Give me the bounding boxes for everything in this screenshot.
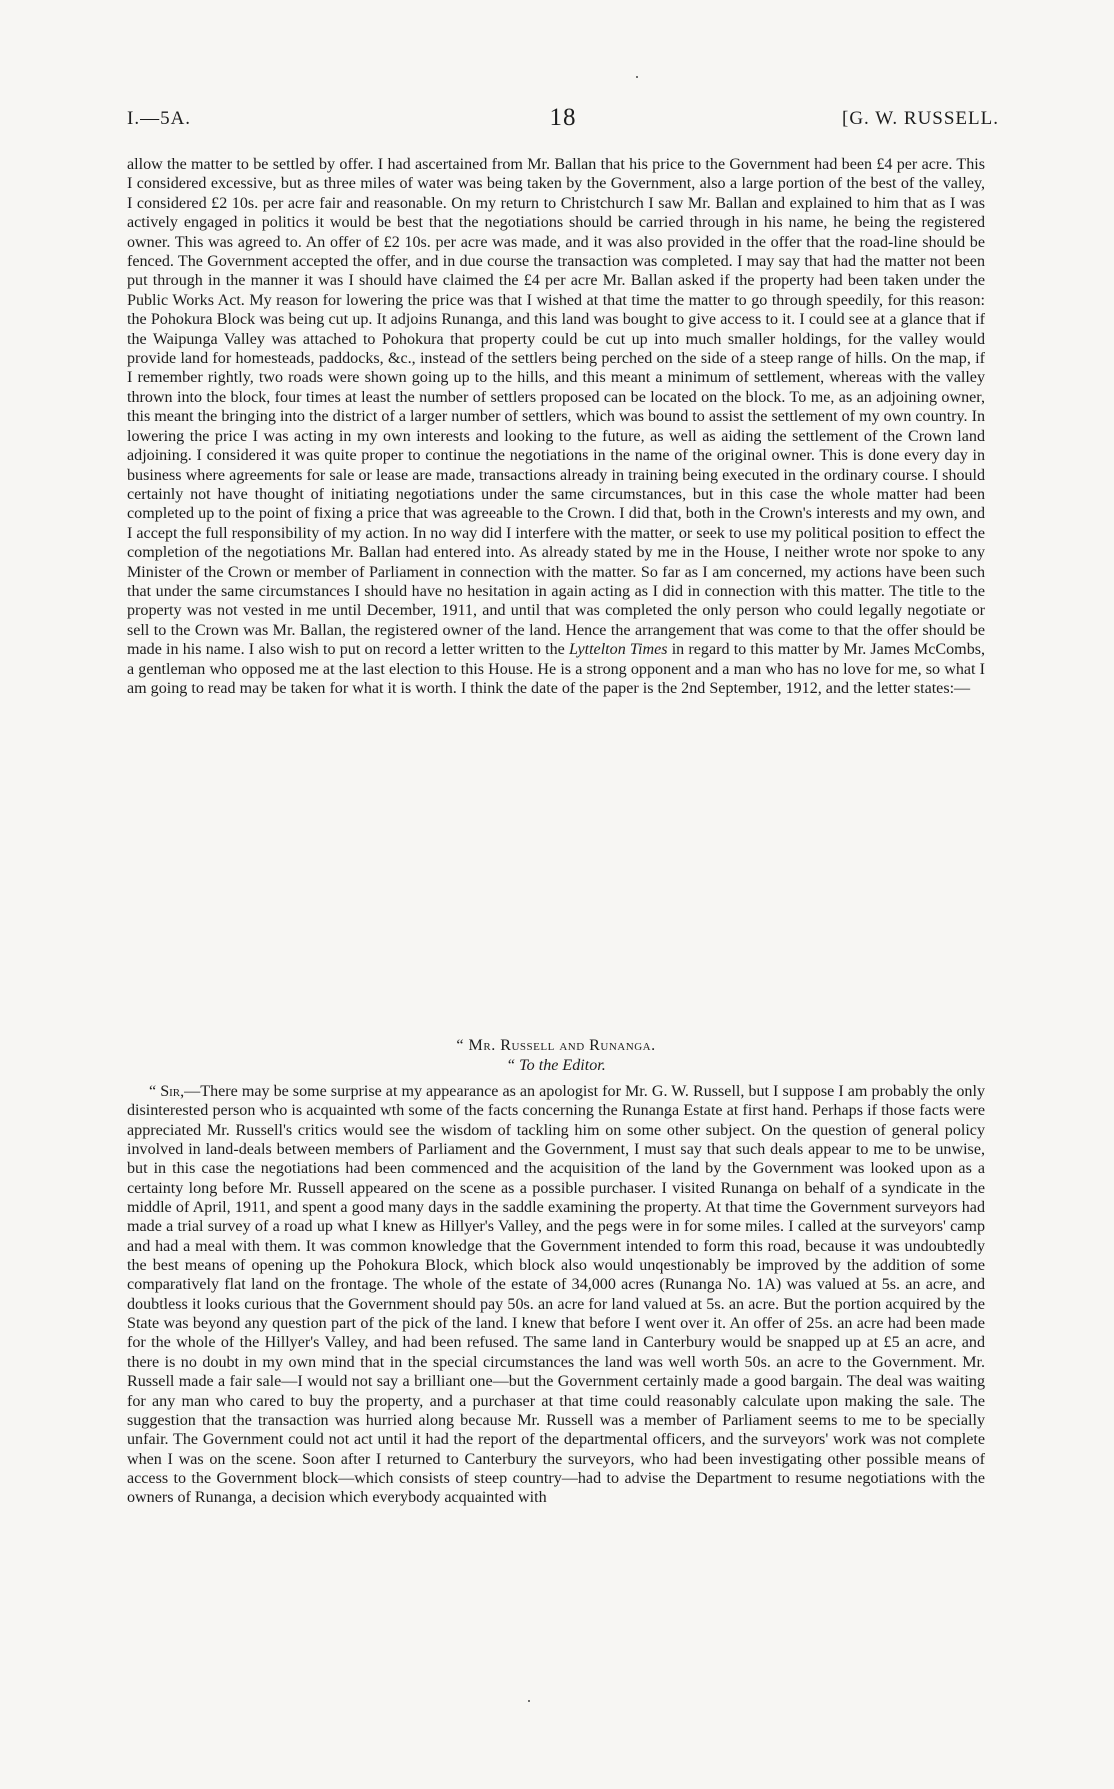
- page-header: [127, 100, 999, 140]
- letter-subtitle: “ To the Editor.: [506, 1057, 606, 1074]
- scan-speck: [636, 76, 638, 78]
- main-text: [127, 155, 985, 698]
- paper-reference: I.—5A.: [127, 108, 192, 129]
- letter-heading: [127, 1036, 985, 1076]
- letter-title: “ Mr. Russell and Runanga.: [456, 1037, 656, 1054]
- salutation: Sir,: [160, 1083, 185, 1100]
- newspaper-name: Lyttelton Times: [569, 641, 668, 659]
- paragraph: [127, 155, 985, 698]
- speaker-reference: [G. W. RUSSELL.: [842, 108, 999, 129]
- paragraph-text: allow the matter to be settled by offer. I had ascertained from Mr. Ballan that his price to the Government had been £4 per acre. This I considered excessive, but as three miles of water was being taken by the Government, also a large portion of the best of the valley, I considered £2 10s. per acre fair and reasonable. On my return to Christchurch I saw Mr. Ballan and explained to him that as I was actively engaged in politics it would be best that the negotiations should be carried through in his name, he being the registered owner. This was agreed to. An offer of £2 10s. per acre was made, and it was also provided in the offer that the road-line should be fenced. The Government accepted the offer, and in due course the transaction was completed. I may say that had the matter not been put through in the manner it was I should have claimed the £4 per acre Mr. Ballan asked if the property had been taken under the Public Works Act. My reason for lowering the price was that I wished at that time the matter to go through speedily, for this reason: the Pohokura Block was being cut up. It adjoins Runanga, and this land was bought to give access to it. I could see at a glance that if the Waipunga Valley was attached to Pohokura that property could be cut up into much smaller holdings, for the valley would provide land for homesteads, paddocks, &c., instead of the settlers being perched on the side of a steep range of hills. On the map, if I remember rightly, two roads were shown going up to the hills, and this meant a minimum of settlement, whereas with the valley thrown into the block, four times at least the number of settlers proposed can be located on the block. To me, as an adjoining owner, this meant the bringing into the district of a larger number of settlers, which was bound to assist the settlement of my own country. In lowering the price I was acting in my own interests and looking to the future, as well as aiding the settlement of the Crown land adjoining. I considered it was quite proper to continue the negotiations in the name of the original owner. This is done every day in business where agreements for sale or lease are made, transactions already in training being executed in the ordinary course. I should certainly not have thought of initiating negotiations under the same circumstances, but in this case the whole matter had been completed up to the point of fixing a price that was agreeable to the Crown. I did that, both in the Crown's interests and my own, and I accept the full responsibility of my action. In no way did I interfere with the matter, or seek to use my political position to effect the completion of the negotiations Mr. Ballan had entered into. As already stated by me in the House, I neither wrote nor spoke to any Minister of the Crown or member of Parliament in connection with the matter. So far as I am concerned, my actions have been such that under the same circumstances I should have no hesitation in again acting as I did in connection with this matter. The title to the property was not vested in me until December, 1911, and until that was completed the only person who could legally negotiate or sell to the Crown was Mr. Ballan, the registered owner of the land. Hence the arrangement that was come to that the offer should be made in his name. I also wish to put on record a letter written to the: [127, 156, 985, 659]
- page-number: 18: [549, 104, 577, 131]
- scan-speck: [528, 1700, 530, 1702]
- letter-paragraph: “ Sir,—There may be some surprise at my appearance as an apologist for Mr. G. W. Russell, but I suppose I am probably the only disinterested person who is acquainted wth some of the facts concerning the Runanga Estate at first hand. Perhaps if those facts were appreciated Mr. Russell's critics would see the wisdom of tackling him on some other subject. On the question of general policy involved in land-deals between members of Parliament and the Government, I must say that such deals appear to me to be unwise, but in this case the negotiations had been commenced and the acquisition of the land by the Government was looked upon as a certainty long before Mr. Russell appeared on the scene as a possible purchaser. I visited Runanga on behalf of a syndicate in the middle of April, 1911, and spent a good many days in the saddle examining the property. At that time the Government surveyors had made a trial survey of a road up what I knew as Hillyer's Valley, and the pegs were in for some miles. I called at the surveyors' camp and had a meal with them. It was common knowledge that the Government intended to form this road, because it was undoubtedly the best means of opening up the Pohokura Block, which block also would unqestionably be improved by the addition of some comparatively flat land on the frontage. The whole of the estate of 34,000 acres (Runanga No. 1A) was valued at 5s. an acre, and doubtless it looks curious that the Government should pay 50s. an acre for land valued at 5s. an acre. But the portion acquired by the State was beyond any question part of the pick of the land. I knew that before I went over it. An offer of 25s. an acre had been made for the whole of the Hillyer's Valley, and had been refused. The same land in Canterbury would be snapped up at £5 an acre, and there is no doubt in my own mind that in the special circumstances the land was well worth 50s. an acre to the Government. Mr. Russell made a fair sale—I would not say a brilliant one—but the Government certainly made a good bargain. The deal was waiting for any man who cared to buy the property, and a purchaser at that time could reasonably calculate upon making the sale. The suggestion that the transaction was hurried along because Mr. Russell was a member of Parliament seems to me to be specially unfair. The Government could not act until it had the report of the departmental officers, and the surveyors' work was not complete when I was on the scene. Soon after I returned to Canterbury the surveyors, who had been investigating other possible means of access to the Government block—which consists of steep country—had to advise the Department to resume negotiations with the owners of Runanga, a decision which everybody acquainted with: [127, 1083, 985, 1507]
- letter-body: [127, 1082, 985, 1508]
- letter-text: —There may be some surprise at my appearance as an apologist for Mr. G. W. Russell, but I suppose I am probably the only disinterested person who is acquainted wth some of the facts concerning the Runanga Estate at first hand. Perhaps if those facts were appreciated Mr. Russell's critics would see the wisdom of tackling him on some other subject. On the question of general policy involved in land-deals between members of Parliament and the Government, I must say that such deals appear to me to be unwise, but in this case the negotiations had been commenced and the acquisition of the land by the Government was looked upon as a certainty long before Mr. Russell appeared on the scene as a possible purchaser. I visited Runanga on behalf of a syndicate in the middle of April, 1911, and spent a good many days in the saddle examining the property. At that time the Government surveyors had made a trial survey of a road up what I knew as Hillyer's Valley, and the pegs were in for some miles. I called at the surveyors' camp and had a meal with them. It was common knowledge that the Government intended to form this road, because it was undoubtedly the best means of opening up the Pohokura Block, which block also would unqestionably be improved by the addition of some comparatively flat land on the frontage. The whole of the estate of 34,000 acres (Runanga No. 1A) was valued at 5s. an acre, and doubtless it looks curious that the Government should pay 50s. an acre for land valued at 5s. an acre. But the portion acquired by the State was beyond any question part of the pick of the land. I knew that before I went over it. An offer of 25s. an acre had been made for the whole of the Hillyer's Valley, and had been refused. The same land in Canterbury would be snapped up at £5 an acre, and there is no doubt in my own mind that in the special circumstances the land was well worth 50s. an acre to the Government. Mr. Russell made a fair sale—I would not say a brilliant one—but the Government certainly made a good bargain. The deal was waiting for any man who cared to buy the property, and a purchaser at that time could reasonably calculate upon making the sale. The suggestion that the transaction was hurried along because Mr. Russell was a member of Parliament seems to me to be specially unfair. The Government could not act until it had the report of the departmental officers, and the surveyors' work was not complete when I was on the scene. Soon after I returned to Canterbury the surveyors, who had been investigating other possible means of access to the Government block—which consists of steep country—had to advise the Department to resume negotiations with the owners of Runanga, a decision which everybody acquainted with: [127, 1083, 985, 1507]
- paragraph-text: in regard to this matter by Mr. James McCombs, a gentleman who opposed me at the last election to this House. He is a strong opponent and a man who has no love for me, so what I am going to read may be taken for what it is worth. I think the date of the paper is the 2nd September, 1912, and the letter states:—: [127, 641, 986, 697]
